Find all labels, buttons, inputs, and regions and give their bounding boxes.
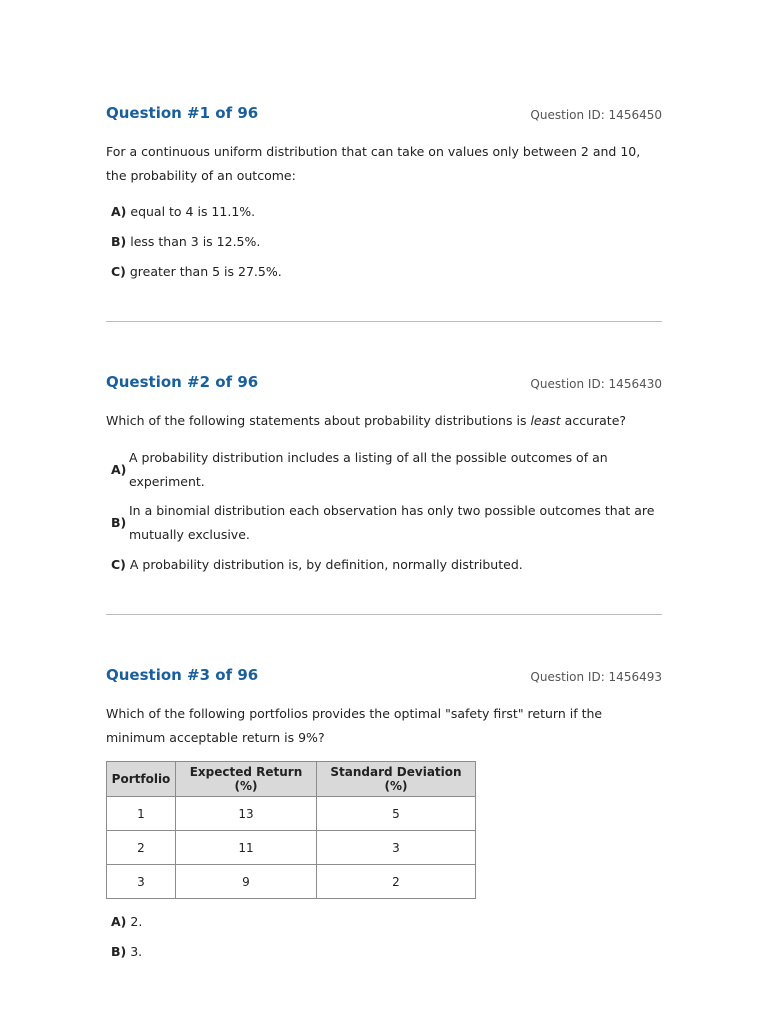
option-label: A) [111,462,127,477]
table-cell: 2 [107,831,176,865]
option-b[interactable] [111,940,662,964]
question-id: Question ID: 1456450 [530,108,662,122]
table-row [107,797,476,831]
option-label: A) [111,914,127,929]
option-c[interactable] [111,260,662,284]
question-title: Question #1 of 96 [106,104,259,122]
table-cell: 9 [176,865,317,899]
option-text: 2. [130,914,143,929]
table-row [107,831,476,865]
portfolio-table [106,761,476,899]
question-title: Question #2 of 96 [106,373,259,391]
option-label: B) [111,944,127,959]
option-label: A) [111,204,127,219]
option-label: B) [111,234,127,249]
table-cell: 3 [317,831,476,865]
option-a[interactable] [111,910,662,934]
question-stem: Which of the following portfolios provides the optimal "safety first" return if the minimum acceptable return is 9%? [106,706,603,745]
option-text: A probability distribution includes a listing of all the possible outcomes of an experiment. [129,450,608,489]
question-1 [106,104,662,188]
table-cell: 2 [317,865,476,899]
option-c[interactable] [111,553,662,577]
question-stem: Which of the following statements about probability distributions is least accurate? [106,413,627,428]
question-2 [106,373,662,433]
table-cell: 11 [176,831,317,865]
option-text: 3. [130,944,143,959]
table-cell: 3 [107,865,176,899]
option-a[interactable] [111,200,662,224]
option-text: less than 3 is 12.5%. [130,234,261,249]
table-row [107,865,476,899]
table-cell: 13 [176,797,317,831]
table-header-cell: Portfolio [107,762,176,797]
question-id: Question ID: 1456493 [530,670,662,684]
question-title: Question #3 of 96 [106,666,259,684]
option-b[interactable] [111,499,662,547]
question-divider [106,614,662,615]
option-b[interactable] [111,230,662,254]
table-header-cell: Standard Deviation (%) [317,762,476,797]
option-label: B) [111,515,127,530]
question-3 [106,666,662,750]
option-label: C) [111,264,126,279]
option-text: A probability distribution is, by definition, normally distributed. [129,557,523,572]
option-a[interactable] [111,446,662,494]
question-divider [106,321,662,322]
table-header-row [107,762,476,797]
question-stem: For a continuous uniform distribution that can take on values only between 2 and 10, the probability of an outcome: [106,144,641,183]
option-text: equal to 4 is 11.1%. [130,204,256,219]
table-header-cell: Expected Return (%) [176,762,317,797]
option-label: C) [111,557,126,572]
option-text: In a binomial distribution each observation has only two possible outcomes that are mutually exclusive. [129,503,655,542]
table-cell: 1 [107,797,176,831]
table-cell: 5 [317,797,476,831]
question-id: Question ID: 1456430 [530,377,662,391]
option-text: greater than 5 is 27.5%. [129,264,282,279]
